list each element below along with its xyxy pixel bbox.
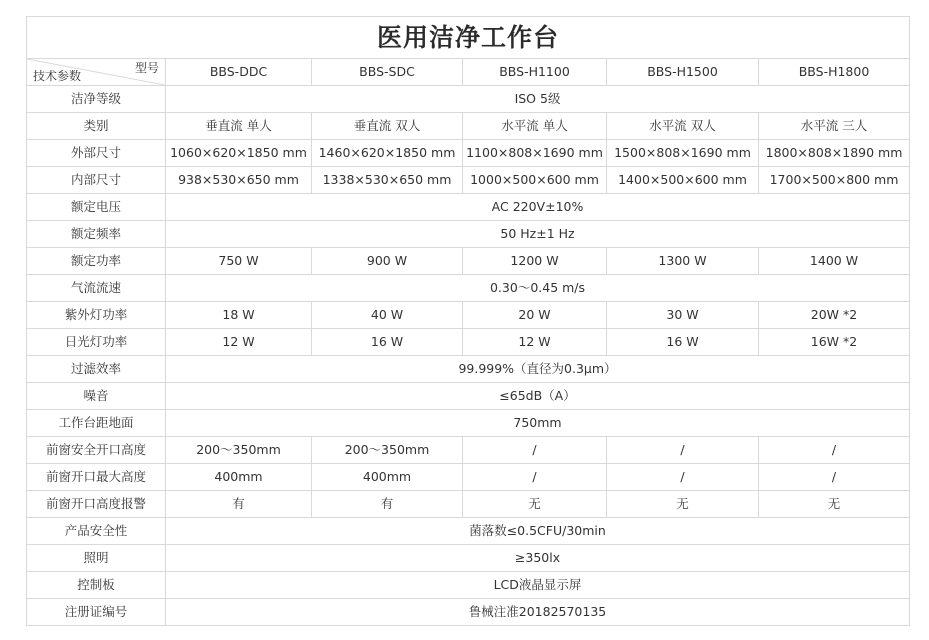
param-value: 1200 W — [463, 248, 607, 275]
param-value: 750 W — [166, 248, 312, 275]
title-row — [27, 17, 910, 59]
param-value: 垂直流 单人 — [166, 113, 312, 140]
param-value: / — [463, 437, 607, 464]
param-value: 900 W — [312, 248, 463, 275]
param-name: 照明 — [27, 545, 166, 572]
param-name: 噪音 — [27, 383, 166, 410]
spec-sheet — [26, 16, 909, 626]
table-row — [27, 491, 910, 518]
table-row — [27, 545, 910, 572]
param-name: 额定频率 — [27, 221, 166, 248]
param-label: 技术参数 — [33, 69, 82, 83]
param-value-merged: 750mm — [166, 410, 910, 437]
param-value: / — [463, 464, 607, 491]
table-row — [27, 140, 910, 167]
param-value: 1400×500×600 mm — [607, 167, 759, 194]
table-row — [27, 410, 910, 437]
param-value: 1800×808×1890 mm — [759, 140, 910, 167]
param-value-merged: ISO 5级 — [166, 86, 910, 113]
param-value: 12 W — [166, 329, 312, 356]
param-name: 气流流速 — [27, 275, 166, 302]
param-value: / — [607, 437, 759, 464]
param-value: 16 W — [312, 329, 463, 356]
table-row — [27, 194, 910, 221]
param-value-merged: 50 Hz±1 Hz — [166, 221, 910, 248]
param-value: 有 — [312, 491, 463, 518]
param-value: 16W *2 — [759, 329, 910, 356]
table-row — [27, 383, 910, 410]
table-row — [27, 248, 910, 275]
table-row — [27, 572, 910, 599]
param-value: 垂直流 双人 — [312, 113, 463, 140]
table-row — [27, 329, 910, 356]
param-name: 内部尺寸 — [27, 167, 166, 194]
param-value: 12 W — [463, 329, 607, 356]
table-row — [27, 113, 910, 140]
param-value: / — [759, 464, 910, 491]
param-name: 工作台距地面 — [27, 410, 166, 437]
param-value-merged: ≥350lx — [166, 545, 910, 572]
param-value: 20 W — [463, 302, 607, 329]
param-name: 前窗开口高度报警 — [27, 491, 166, 518]
param-name: 额定功率 — [27, 248, 166, 275]
param-value: 无 — [607, 491, 759, 518]
param-value: 20W *2 — [759, 302, 910, 329]
model-name: BBS-H1100 — [463, 59, 607, 86]
model-name: BBS-DDC — [166, 59, 312, 86]
param-value: 水平流 双人 — [607, 113, 759, 140]
param-name: 前窗安全开口高度 — [27, 437, 166, 464]
param-name: 额定电压 — [27, 194, 166, 221]
param-name: 注册证编号 — [27, 599, 166, 626]
model-label: 型号 — [134, 61, 159, 75]
table-row — [27, 86, 910, 113]
param-value: 1700×500×800 mm — [759, 167, 910, 194]
page-title: 医用洁净工作台 — [27, 17, 910, 59]
table-row — [27, 275, 910, 302]
param-value: 400mm — [166, 464, 312, 491]
param-name: 控制板 — [27, 572, 166, 599]
param-value: 1300 W — [607, 248, 759, 275]
param-value: 400mm — [312, 464, 463, 491]
param-value-merged: 0.30～0.45 m/s — [166, 275, 910, 302]
param-value: 无 — [463, 491, 607, 518]
param-value: 30 W — [607, 302, 759, 329]
table-row — [27, 518, 910, 545]
diagonal-header-cell — [27, 59, 166, 86]
param-name: 产品安全性 — [27, 518, 166, 545]
spec-table — [26, 16, 910, 626]
param-value: 1000×500×600 mm — [463, 167, 607, 194]
param-value-merged: 鲁械注准20182570135 — [166, 599, 910, 626]
param-value: / — [759, 437, 910, 464]
model-name: BBS-H1500 — [607, 59, 759, 86]
param-value: / — [607, 464, 759, 491]
model-name: BBS-SDC — [312, 59, 463, 86]
param-value-merged: 菌落数≤0.5CFU/30min — [166, 518, 910, 545]
table-row — [27, 599, 910, 626]
param-name: 洁净等级 — [27, 86, 166, 113]
param-value: 1338×530×650 mm — [312, 167, 463, 194]
param-value: 200～350mm — [312, 437, 463, 464]
table-row — [27, 464, 910, 491]
param-value: 1060×620×1850 mm — [166, 140, 312, 167]
param-value: 1460×620×1850 mm — [312, 140, 463, 167]
param-name: 日光灯功率 — [27, 329, 166, 356]
param-value: 水平流 单人 — [463, 113, 607, 140]
header-row — [27, 59, 910, 86]
param-value: 1500×808×1690 mm — [607, 140, 759, 167]
table-row — [27, 302, 910, 329]
param-value: 938×530×650 mm — [166, 167, 312, 194]
param-value-merged: LCD液晶显示屏 — [166, 572, 910, 599]
param-value: 40 W — [312, 302, 463, 329]
param-name: 类别 — [27, 113, 166, 140]
param-value-merged: AC 220V±10% — [166, 194, 910, 221]
param-value-merged: ≤65dB（A） — [166, 383, 910, 410]
param-value: 18 W — [166, 302, 312, 329]
table-row — [27, 167, 910, 194]
table-row — [27, 437, 910, 464]
param-value: 16 W — [607, 329, 759, 356]
param-value: 200～350mm — [166, 437, 312, 464]
param-value-merged: 99.999%（直径为0.3μm） — [166, 356, 910, 383]
param-value: 水平流 三人 — [759, 113, 910, 140]
param-value: 有 — [166, 491, 312, 518]
param-value: 1100×808×1690 mm — [463, 140, 607, 167]
param-value: 无 — [759, 491, 910, 518]
param-value: 1400 W — [759, 248, 910, 275]
table-row — [27, 221, 910, 248]
table-row — [27, 356, 910, 383]
param-name: 紫外灯功率 — [27, 302, 166, 329]
param-name: 外部尺寸 — [27, 140, 166, 167]
param-name: 过滤效率 — [27, 356, 166, 383]
param-name: 前窗开口最大高度 — [27, 464, 166, 491]
model-name: BBS-H1800 — [759, 59, 910, 86]
